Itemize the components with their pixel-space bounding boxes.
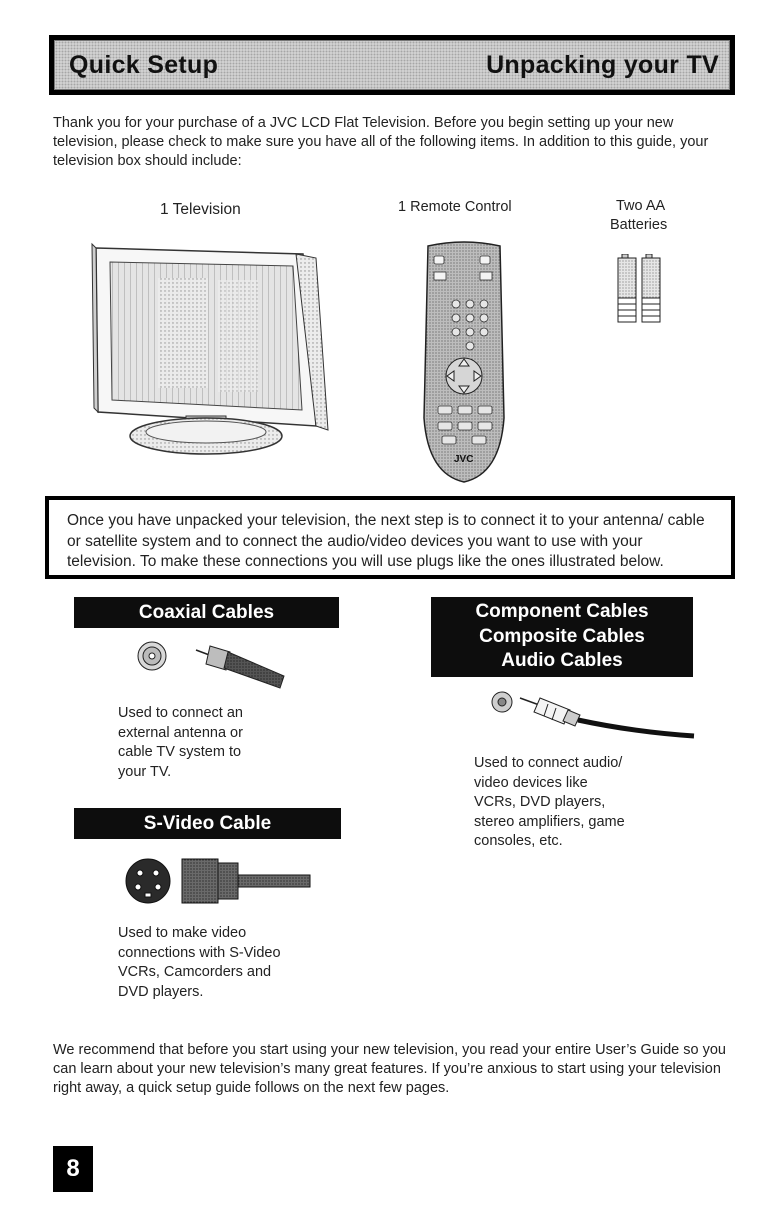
- television-illustration: [88, 238, 338, 460]
- intro-paragraph: Thank you for your purchase of a JVC LCD Flat Television. Before you begin setting up your new television, please check to make sure you have all of the following items. In addition to this guide, your television box should include:: [53, 115, 709, 169]
- remote-logo: JVC: [454, 454, 474, 465]
- svideo-desc-line: DVD players.: [118, 983, 204, 1000]
- connection-notice: [45, 496, 735, 579]
- svideo-cable-description: [118, 924, 281, 1002]
- coaxial-desc-line: cable TV system to: [118, 744, 242, 760]
- header-section-title: Quick Setup: [69, 50, 219, 79]
- component-desc-line: video devices like: [474, 774, 588, 791]
- component-desc-line: Used to connect audio/: [474, 755, 623, 771]
- svideo-cable-illustration: [118, 853, 314, 911]
- connection-notice-text: Once you have unpacked your television, the next step is to connect it to your antenna/ cable or satellite system and to connect the audio/video devices you want to use with your television. To make these connections you will use plugs like the ones illustrated below.: [67, 512, 705, 570]
- coaxial-cables-description: [118, 704, 243, 782]
- svideo-desc-line: connections with S-Video: [118, 944, 281, 961]
- batteries-label: [610, 197, 667, 235]
- component-cables-description: [474, 754, 625, 852]
- component-desc-line: consoles, etc.: [474, 833, 563, 849]
- composite-cables-title: Composite Cables: [479, 625, 645, 647]
- coaxial-cables-title: Coaxial Cables: [138, 602, 275, 623]
- component-desc-line: stereo amplifiers, game: [474, 813, 625, 830]
- television-label: 1 Television: [160, 201, 241, 218]
- coaxial-desc-line: Used to connect an: [118, 705, 243, 721]
- component-cables-heading: [431, 597, 693, 677]
- page-header-band: [54, 40, 730, 90]
- remote-label: 1 Remote Control: [398, 199, 512, 215]
- svideo-desc-line: Used to make video: [118, 925, 247, 941]
- coaxial-desc-line: external antenna or: [118, 724, 243, 741]
- page-header: [49, 35, 735, 95]
- remote-control-illustration: [420, 238, 508, 488]
- batteries-illustration: [616, 254, 662, 324]
- closing-paragraph: We recommend that before you start using your new television, you read your entire User’s Guide so you can learn about your new television’s many great features. If you’re anxious to start using your television right away, a quick setup guide follows on the next few pages.: [53, 1042, 726, 1096]
- svideo-cable-heading: [74, 808, 341, 839]
- page-number: 8: [53, 1146, 93, 1192]
- coaxial-cables-heading: [74, 597, 339, 628]
- header-topic-title: Unpacking your TV: [486, 50, 719, 79]
- audio-cables-title: Audio Cables: [501, 650, 623, 671]
- batteries-label-line2: Batteries: [610, 217, 668, 233]
- svideo-desc-line: VCRs, Camcorders and: [118, 964, 272, 980]
- svideo-cable-title: S-Video Cable: [143, 813, 272, 834]
- coaxial-cable-illustration: [134, 636, 290, 694]
- component-desc-line: VCRs, DVD players,: [474, 794, 606, 810]
- batteries-label-line1: Two AA: [616, 198, 666, 214]
- coaxial-desc-line: your TV.: [118, 763, 172, 780]
- component-cables-title: Component Cables: [475, 601, 649, 622]
- rca-cable-illustration: [484, 684, 704, 744]
